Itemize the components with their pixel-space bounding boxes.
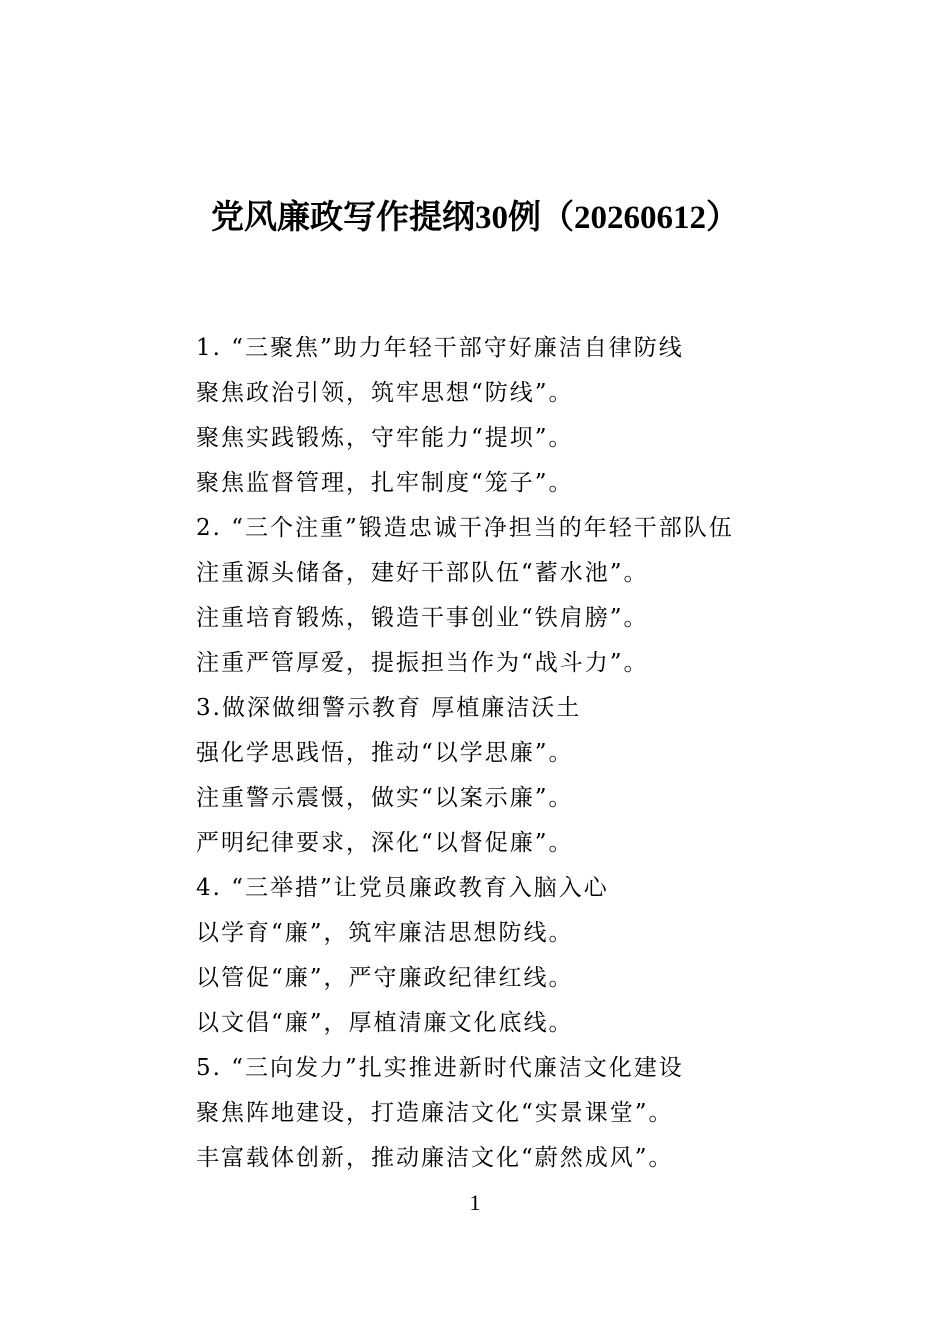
- section-heading-3: 3.做深做细警示教育 厚植廉洁沃土: [196, 695, 582, 721]
- body-line: 注重严管厚爱，提振担当作为“战斗力”。: [196, 650, 649, 676]
- body-line: 聚焦政治引领，筑牢思想“防线”。: [196, 380, 574, 406]
- body-line: 聚焦阵地建设，打造廉洁文化“实景课堂”。: [196, 1100, 674, 1126]
- body-line: 以学育“廉”，筑牢廉洁思想防线。: [196, 920, 574, 946]
- body-line: 聚焦监督管理，扎牢制度“笼子”。: [196, 470, 574, 496]
- body-line: 强化学思践悟，推动“以学思廉”。: [196, 740, 574, 766]
- body-line: 注重培育锻炼，锻造干事创业“铁肩膀”。: [196, 605, 649, 631]
- body-line: 丰富载体创新，推动廉洁文化“蔚然成风”。: [196, 1145, 674, 1171]
- page-title: 党风廉政写作提纲30例（20260612）: [211, 200, 739, 236]
- section-heading-4: 4. “三举措”让党员廉政教育入脑入心: [196, 875, 609, 901]
- body-line: 聚焦实践锻炼，守牢能力“提坝”。: [196, 425, 574, 451]
- section-heading-5: 5. “三向发力”扎实推进新时代廉洁文化建设: [196, 1055, 684, 1081]
- body-line: 以管促“廉”，严守廉政纪律红线。: [196, 965, 574, 991]
- section-heading-2: 2. “三个注重”锻造忠诚干净担当的年轻干部队伍: [196, 515, 734, 541]
- page-number: 1: [469, 1190, 481, 1215]
- body-line: 以文倡“廉”，厚植清廉文化底线。: [196, 1010, 574, 1036]
- body-line: 注重源头储备，建好干部队伍“蓄水池”。: [196, 560, 649, 586]
- body-line: 严明纪律要求，深化“以督促廉”。: [196, 830, 574, 856]
- section-heading-1: 1. “三聚焦”助力年轻干部守好廉洁自律防线: [196, 335, 684, 361]
- document-body: [196, 326, 896, 1181]
- body-line: 注重警示震慑，做实“以案示廉”。: [196, 785, 574, 811]
